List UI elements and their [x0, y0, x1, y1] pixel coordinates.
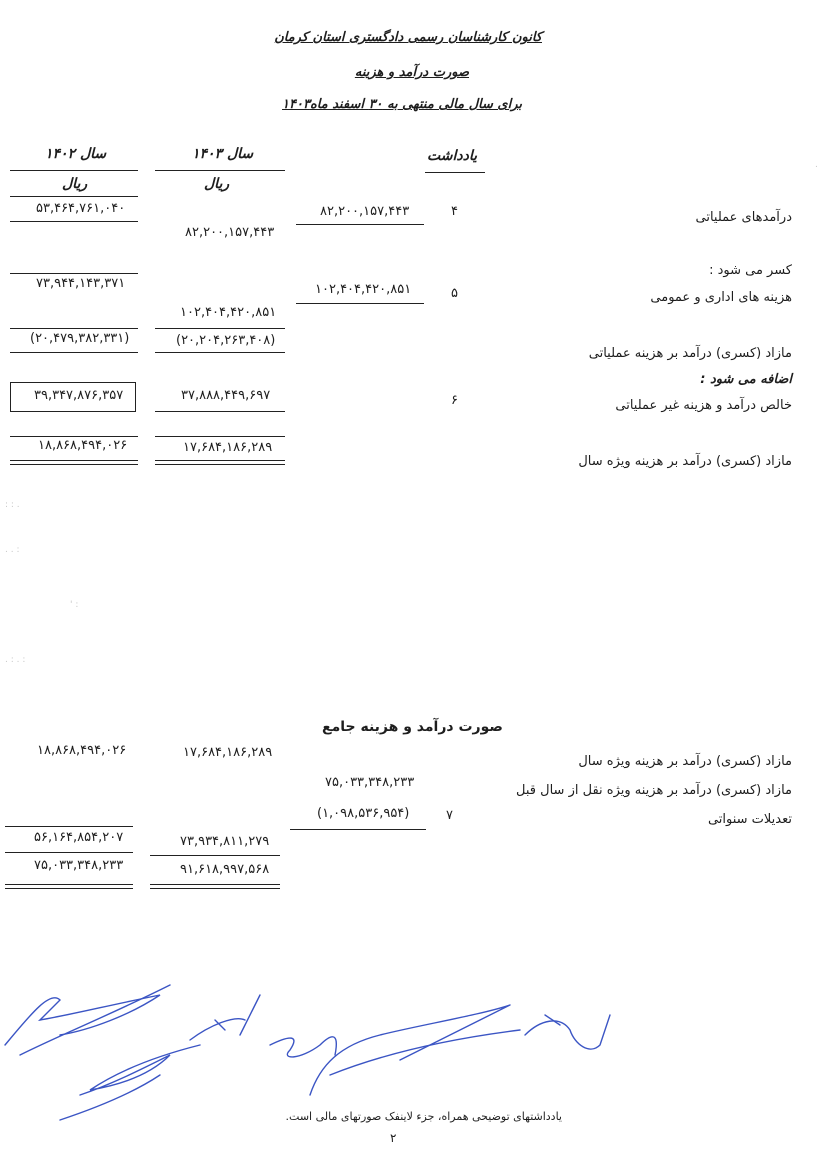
org-title: کانون کارشناسان رسمی دادگستری استان کرمان	[274, 30, 542, 45]
operating-revenue-1402-underline	[10, 221, 138, 222]
comp-total-1403-double-underline	[150, 884, 280, 889]
period-title: برای سال مالی منتهی به ۳۰ اسفند ماه۱۴۰۳	[282, 97, 522, 112]
less-label: کسر می شود :	[709, 263, 792, 278]
page-number: ۲	[390, 1131, 397, 1145]
year-1402-unit: ریال	[62, 176, 88, 192]
admin-expenses-note: ۵	[451, 286, 458, 301]
footer-note: یادداشتهای توضیحی همراه، جزء لاینفک صورتهای مالی است.	[285, 1110, 562, 1123]
signature-stroke	[545, 1015, 560, 1025]
prior-adjustments-note: ۷	[446, 808, 453, 823]
admin-expenses-1402: ۷۳,۹۴۴,۱۴۳,۳۷۱	[36, 276, 126, 291]
admin-expenses-1402-underline	[10, 328, 138, 329]
scan-mark: : : .	[5, 500, 20, 510]
carried-forward-detail: ۷۵,۰۳۳,۳۴۸,۲۳۳	[325, 775, 415, 790]
comp-subtotal-1402-overline	[5, 826, 133, 827]
operating-revenue-detail-underline	[296, 224, 424, 225]
comp-year-result-1403: ۱۷,۶۸۴,۱۸۶,۲۸۹	[183, 745, 273, 760]
scan-mark: . . :	[5, 545, 20, 555]
signature-stroke	[330, 1030, 520, 1075]
admin-expenses-1403: ۱۰۲,۴۰۴,۴۲۰,۸۵۱	[180, 305, 277, 320]
comprehensive-title: صورت درآمد و هزینه جامع	[322, 719, 503, 735]
admin-expenses-detail-underline	[296, 303, 424, 304]
operating-result-1402: (۲۰,۴۷۹,۳۸۲,۳۳۱)	[30, 331, 130, 346]
comp-subtotal-1403: ۷۳,۹۳۴,۸۱۱,۲۷۹	[180, 834, 270, 849]
year-1402-header: سال ۱۴۰۲	[45, 146, 107, 162]
non-operating-1403-underline	[155, 411, 285, 412]
admin-expenses-1403-underline	[155, 328, 285, 329]
non-operating-label: خالص درآمد و هزینه غیر عملیاتی	[615, 398, 792, 413]
prior-adjustments-underline	[290, 829, 426, 830]
scan-mark: .	[815, 160, 818, 170]
signature-stroke	[190, 1019, 245, 1040]
note-column-header: یادداشت	[427, 148, 477, 164]
operating-result-1403-underline	[155, 352, 285, 353]
year-1403-header: سال ۱۴۰۳	[192, 146, 254, 162]
comp-year-result-1402: ۱۸,۸۶۸,۴۹۴,۰۲۶	[37, 743, 127, 758]
comp-year-result-label: مازاد (کسری) درآمد بر هزینه ویژه سال	[578, 754, 792, 769]
signature-stroke	[5, 995, 160, 1045]
year-1402-unit-underline	[10, 196, 138, 197]
year-1402-header-underline	[10, 170, 138, 171]
scan-mark: . : . :	[5, 655, 26, 665]
operating-revenue-note: ۴	[451, 204, 458, 219]
comp-total-1402-double-underline	[5, 884, 133, 889]
signature-stroke	[525, 1015, 610, 1049]
non-operating-note: ۶	[451, 393, 458, 408]
net-result-1403: ۱۷,۶۸۴,۱۸۶,۲۸۹	[183, 440, 273, 455]
net-result-1403-double-underline	[155, 460, 285, 465]
prior-adjustments-detail: (۱,۰۹۸,۵۳۶,۹۵۴)	[317, 806, 410, 821]
operating-revenue-detail: ۸۲,۲۰۰,۱۵۷,۴۴۳	[320, 204, 410, 219]
prior-adjustments-label: تعدیلات سنواتی	[707, 812, 792, 827]
year-1403-unit: ریال	[204, 176, 230, 192]
comp-subtotal-1402-underline	[5, 852, 133, 853]
signatures	[0, 975, 640, 1125]
net-result-label: مازاد (کسری) درآمد بر هزینه ویژه سال	[578, 454, 792, 469]
operating-result-1402-underline	[10, 352, 138, 353]
signature-stroke	[270, 1037, 336, 1057]
comp-total-1402: ۷۵,۰۳۳,۳۴۸,۲۳۳	[34, 858, 124, 873]
comp-total-1403: ۹۱,۶۱۸,۹۹۷,۵۶۸	[180, 862, 270, 877]
operating-revenue-1402: ۵۳,۴۶۴,۷۶۱,۰۴۰	[36, 201, 126, 216]
add-label: اضافه می شود :	[700, 372, 792, 387]
admin-expenses-label: هزینه های اداری و عمومی	[650, 290, 792, 305]
operating-revenue-1403: ۸۲,۲۰۰,۱۵۷,۴۴۳	[185, 225, 275, 240]
year-1403-header-underline	[155, 170, 285, 171]
scan-mark: ' :	[70, 600, 79, 610]
net-result-1402: ۱۸,۸۶۸,۴۹۴,۰۲۶	[38, 438, 128, 453]
non-operating-1403: ۳۷,۸۸۸,۴۴۹,۶۹۷	[181, 388, 271, 403]
operating-revenue-label: درآمدهای عملیاتی	[695, 210, 792, 225]
operating-result-1403: (۲۰,۲۰۴,۲۶۳,۴۰۸)	[176, 333, 276, 348]
note-header-underline	[425, 172, 485, 173]
net-result-1403-overline	[155, 436, 285, 437]
comp-subtotal-1402: ۵۶,۱۶۴,۸۵۴,۲۰۷	[34, 830, 124, 845]
carried-forward-label: مازاد (کسری) درآمد بر هزینه ویژه نقل از سال قبل	[516, 783, 792, 798]
net-result-1402-double-underline	[10, 460, 138, 465]
signature-stroke	[60, 1075, 160, 1120]
comp-subtotal-1403-underline	[150, 855, 280, 856]
statement-title: صورت درآمد و هزینه	[354, 65, 469, 80]
operating-result-label: مازاد (کسری) درآمد بر هزینه عملیاتی	[588, 346, 792, 361]
admin-expenses-1402-overline	[10, 273, 138, 274]
net-result-1402-overline	[10, 436, 138, 437]
admin-expenses-detail: ۱۰۲,۴۰۴,۴۲۰,۸۵۱	[315, 282, 412, 297]
signature-stroke	[240, 995, 260, 1035]
non-operating-1402: ۳۹,۳۴۷,۸۷۶,۳۵۷	[34, 388, 124, 403]
